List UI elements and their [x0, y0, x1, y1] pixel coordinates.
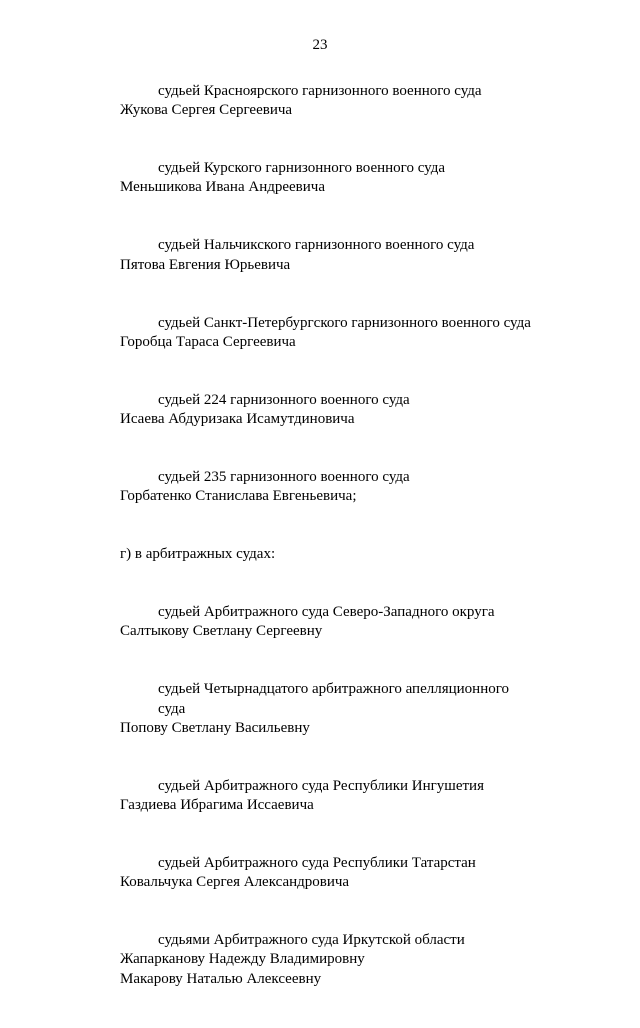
court-position: судьей Курского гарнизонного военного суда — [158, 160, 446, 177]
appointment-entry — [120, 314, 560, 353]
appointee-name: Горбатенко Станислава Евгеньевича; — [120, 488, 357, 505]
court-position: судьей Арбитражного суда Республики Ингушетия — [158, 777, 484, 794]
appointee-name: Пятова Евгения Юрьевича — [120, 256, 291, 273]
appointment-entry — [120, 777, 560, 816]
appointee-name: Попову Светлану Васильевну — [120, 719, 310, 736]
section-heading: г) в арбитражных судах: — [120, 546, 276, 563]
appointment-entry — [120, 159, 560, 198]
appointee-name: Жапарканову Надежду Владимировну — [120, 951, 365, 968]
court-position: судьями Арбитражного суда Иркутской области — [158, 932, 465, 949]
appointment-entry — [120, 680, 560, 738]
appointee-name: Исаева Абдуризака Исамутдиновича — [120, 411, 355, 428]
court-position: судьей Арбитражного суда Северо-Западного округа — [158, 604, 495, 621]
court-position: судьей 235 гарнизонного военного суда — [158, 468, 410, 485]
appointment-entry — [120, 468, 560, 507]
appointee-name: Макарову Наталью Алексеевну — [120, 970, 322, 987]
appointment-entry — [120, 931, 560, 989]
appointee-name: Ковальчука Сергея Александровича — [120, 874, 350, 891]
court-position: судьей Арбитражного суда Республики Татарстан — [158, 854, 476, 871]
appointee-name: Меньшикова Ивана Андреевича — [120, 179, 325, 196]
court-position: судьей Красноярского гарнизонного военного суда — [158, 83, 482, 99]
page-number: 23 — [312, 37, 328, 53]
court-position: судьей Санкт-Петербургского гарнизонного военного суда — [158, 314, 531, 331]
appointment-list — [120, 82, 560, 1028]
appointment-entry — [120, 391, 560, 430]
court-position: судьей Нальчикского гарнизонного военного суда — [158, 237, 475, 254]
appointment-entry — [120, 603, 560, 642]
court-position: судьей 224 гарнизонного военного суда — [158, 391, 410, 408]
appointee-name: Салтыкову Светлану Сергеевну — [120, 623, 323, 640]
appointee-name: Газдиева Ибрагима Иссаевича — [120, 796, 314, 813]
court-position-continued: суда — [158, 700, 186, 717]
appointee-name: Жукова Сергея Сергеевича — [120, 102, 293, 119]
appointee-name: Горобца Тараса Сергеевича — [120, 333, 296, 350]
court-position: судьей Четырнадцатого арбитражного апелляционного — [158, 681, 509, 698]
appointment-entry — [120, 854, 560, 893]
appointment-entry — [120, 236, 560, 275]
appointment-entry — [120, 82, 560, 121]
